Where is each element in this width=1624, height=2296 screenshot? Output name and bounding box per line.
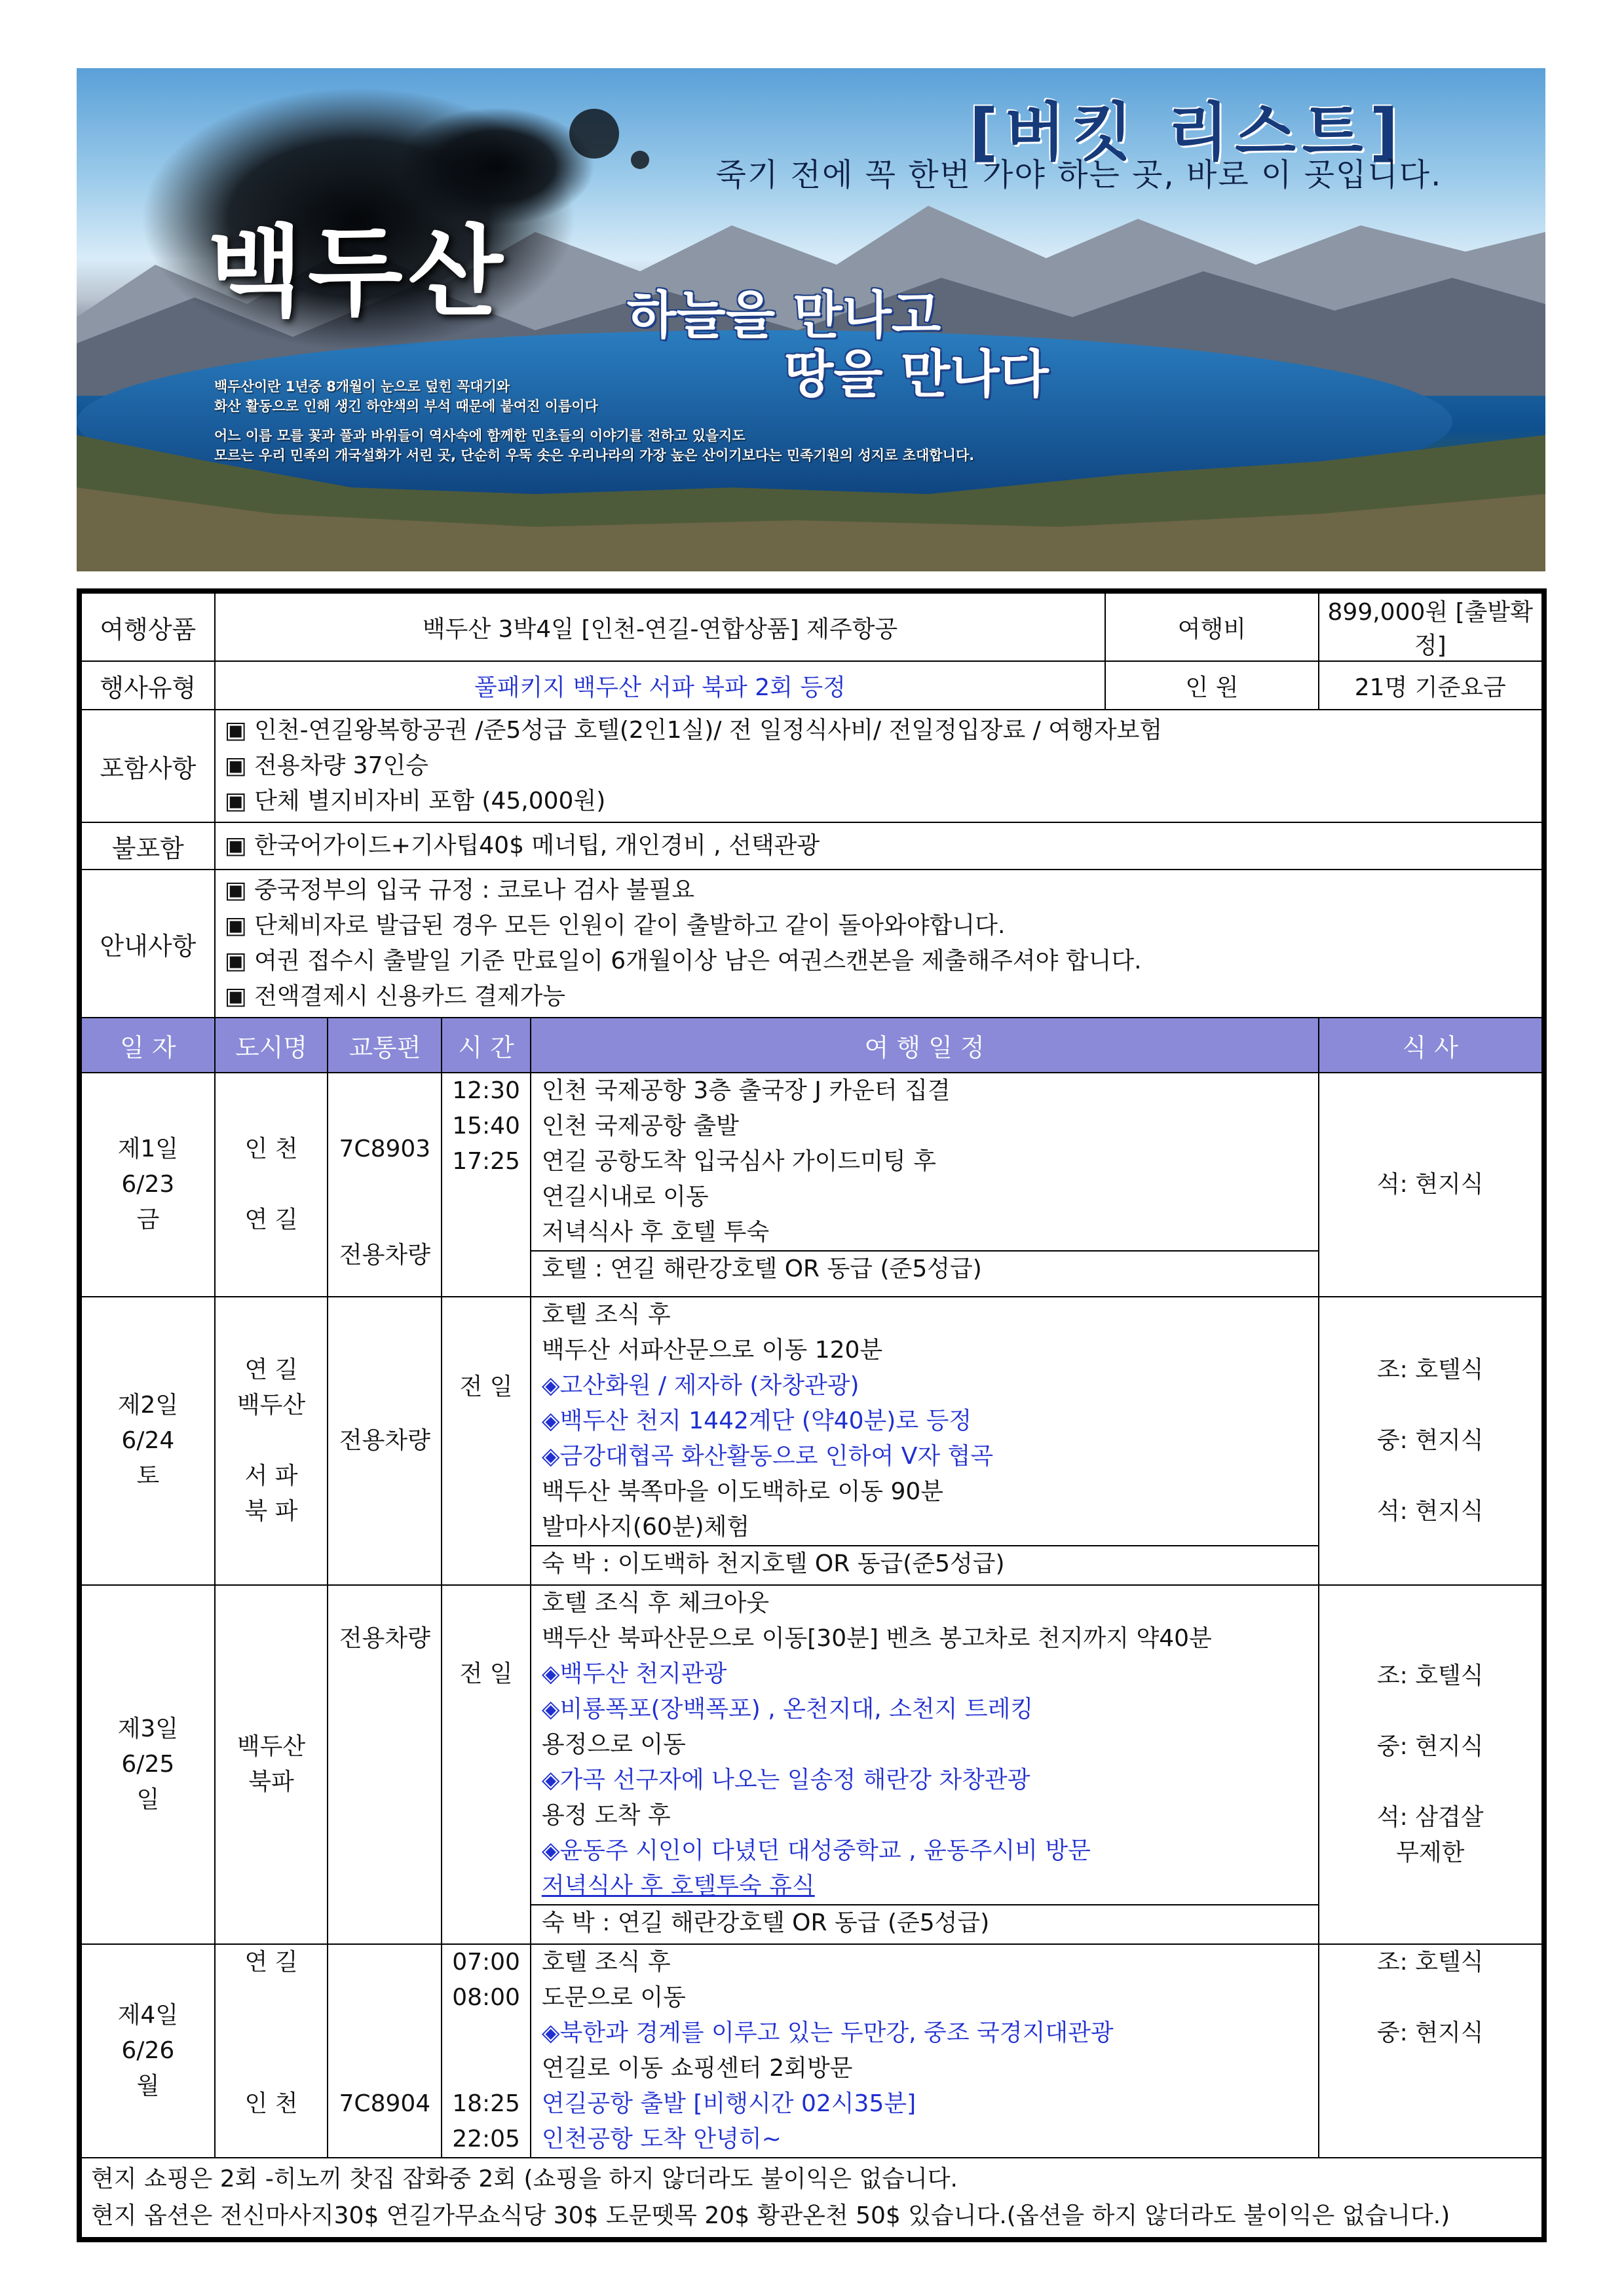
- notice-item: ▣ 여권 접수시 출발일 기준 만료일이 6개월이상 남은 여권스캔본을 제출해주셔야 합니다.: [224, 947, 1142, 974]
- day-row: [79, 1073, 1544, 1297]
- city-name: 인 천: [244, 2090, 298, 2117]
- day-row: [79, 1944, 1544, 2158]
- flight-number: 7C8903: [339, 1136, 431, 1162]
- meal-info: 조: 호텔식: [1376, 1949, 1484, 1976]
- header-itinerary: 여 행 일 정: [531, 1018, 1319, 1073]
- itinerary-item: 용정으로 이동: [541, 1731, 686, 1758]
- day3-meals: [1319, 1585, 1544, 1944]
- day2-transport: [328, 1297, 442, 1585]
- excluded-item: ▣ 한국어가이드+기사팁40$ 메너팁, 개인경비 , 선택관광: [224, 832, 820, 859]
- header-city: 도시명: [215, 1018, 328, 1073]
- tour-type-label: 행사유형: [79, 661, 215, 710]
- day4-cities: [215, 1944, 328, 2158]
- shopping-note: 현지 쇼핑은 2회 -히노끼 찻집 잡화중 2회 (쇼핑을 하지 않더라도 불이익은 없습니다.: [91, 2166, 958, 2192]
- tour-type-value: 풀패키지 백두산 서파 북파 2회 등정: [215, 661, 1106, 710]
- excluded-label: 불포함: [79, 822, 215, 870]
- city-name: 백두산: [236, 1733, 306, 1760]
- tour-itinerary-table: [77, 588, 1547, 2242]
- time-value: 15:40: [452, 1113, 520, 1139]
- notice-list: [215, 870, 1544, 1018]
- included-item: ▣ 단체 별지비자비 포함 (45,000원): [224, 788, 606, 814]
- day-date: 6/26: [121, 2037, 175, 2064]
- price-value: 899,000원 [출발확정]: [1319, 591, 1544, 661]
- meal-info: 석: 삼겹살: [1376, 1804, 1484, 1831]
- header-transport: 교통편: [328, 1018, 442, 1073]
- included-item: ▣ 전용차량 37인승: [224, 752, 429, 779]
- banner: [77, 68, 1545, 571]
- itinerary-item: ◈가곡 선구자에 나오는 일송정 해란강 차창관광: [541, 1767, 1030, 1793]
- product-value: 백두산 3박4일 [인천-연길-연합상품] 제주항공: [215, 591, 1106, 661]
- footer-notes: [79, 2158, 1544, 2240]
- day-weekday: 금: [136, 1206, 160, 1233]
- day-row: [79, 1585, 1544, 1944]
- day2-date: [79, 1297, 215, 1585]
- banner-desc-1: 백두산이란 1년중 8개월이 눈으로 덮힌 꼭대기와: [214, 379, 510, 394]
- itinerary-item: ◈금강대협곡 화산활동으로 인하여 V자 협곡: [541, 1443, 994, 1470]
- schedule-header-row: [79, 1018, 1544, 1073]
- day1-times: [442, 1073, 531, 1297]
- day-weekday: 일: [136, 1786, 160, 1813]
- day4-transport: [328, 1944, 442, 2158]
- notice-item: ▣ 중국정부의 입국 규정 : 코로나 검사 불필요: [224, 877, 695, 904]
- day4-date: [79, 1944, 215, 2158]
- time-value: 전 일: [459, 1373, 513, 1400]
- day1-transport: [328, 1073, 442, 1297]
- time-value: 22:05: [452, 2126, 520, 2152]
- meal-info: 조: 호텔식: [1376, 1662, 1484, 1689]
- meal-info: 조: 호텔식: [1376, 1356, 1484, 1383]
- day-weekday: 토: [136, 1463, 160, 1489]
- hotel-info: 호텔 : 연길 해란강호텔 OR 동급 (준5성급): [531, 1250, 1318, 1287]
- included-item: ▣ 인천-연길왕복항공권 /준5성급 호텔(2인1실)/ 전 일정식사비/ 전일정입장료 / 여행자보험: [224, 717, 1163, 744]
- itinerary-item: 호텔 조식 후: [541, 1949, 671, 1976]
- day1-itinerary: [531, 1073, 1319, 1297]
- banner-subtitle: 죽기 전에 꼭 한번 가야 하는 곳, 바로 이 곳입니다.: [715, 157, 1443, 193]
- hotel-info: 숙 박 : 연길 해란강호텔 OR 동급 (준5성급): [531, 1904, 1318, 1941]
- day-row: [79, 1297, 1544, 1585]
- day-number: 제4일: [117, 2002, 179, 2029]
- itinerary-item: 저녁식사 후 호텔 투숙: [541, 1219, 770, 1246]
- day3-transport: [328, 1585, 442, 1944]
- banner-slogan-line2: 땅을 만나다: [784, 345, 1049, 404]
- city-name: 북파: [248, 1769, 294, 1795]
- itinerary-item: 저녁식사 후 호텔투숙 휴식: [541, 1873, 815, 1900]
- itinerary-item: ◈윤동주 시인이 다녔던 대성중학교 , 윤동주시비 방문: [541, 1837, 1091, 1864]
- day1-meals: [1319, 1073, 1544, 1297]
- product-label: 여행상품: [79, 591, 215, 661]
- itinerary-item: 연길공항 출발 [비행시간 02시35분]: [541, 2090, 916, 2117]
- banner-desc-2: 화산 활동으로 인해 생긴 하얀색의 부석 때문에 붙여진 이름이다: [214, 398, 598, 414]
- day4-itinerary: [531, 1944, 1319, 2158]
- itinerary-item: ◈비룡폭포(장백폭포) , 온천지대, 소천지 트레킹: [541, 1696, 1034, 1723]
- meal-info: 무제한: [1396, 1839, 1465, 1866]
- day3-date: [79, 1585, 215, 1944]
- city-name: 인 천: [244, 1136, 298, 1162]
- meal-info: 석: 현지식: [1376, 1498, 1484, 1525]
- people-value: 21명 기준요금: [1319, 661, 1544, 710]
- itinerary-item: ◈백두산 천지관광: [541, 1660, 727, 1687]
- itinerary-item: 백두산 북파산문으로 이동[30분] 벤츠 봉고차로 천지까지 약40분: [541, 1625, 1212, 1652]
- options-note: 현지 옵션은 전신마사지30$ 연길가무쇼식당 30$ 도문뗏목 20$ 황관온천 50$ 있습니다.(옵션을 하지 않더라도 불이익은 없습니다.): [91, 2202, 1450, 2229]
- itinerary-item: ◈북한과 경계를 이루고 있는 두만강, 중조 국경지대관광: [541, 2019, 1114, 2046]
- time-value: 전 일: [459, 1660, 513, 1687]
- itinerary-item: 도문으로 이동: [541, 1984, 686, 2011]
- included-list: [215, 710, 1544, 822]
- day1-date: [79, 1073, 215, 1297]
- city-name: 연 길: [244, 1206, 298, 1233]
- itinerary-item: 인천 국제공항 3층 출국장 J 카운터 집결: [541, 1077, 951, 1104]
- day4-times: [442, 1944, 531, 2158]
- time-value: 17:25: [452, 1148, 520, 1175]
- time-value: 18:25: [452, 2090, 520, 2117]
- day2-itinerary: [531, 1297, 1319, 1585]
- notice-item: ▣ 전액결제시 신용카드 결제가능: [224, 983, 566, 1010]
- banner-desc-4: 모르는 우리 민족의 개국설화가 서린 곳, 단순히 우뚝 솟은 우리나라의 가장 높은 산이기보다는 민족기원의 성지로 초대합니다.: [214, 448, 975, 463]
- meal-info: 중: 현지식: [1376, 2019, 1484, 2046]
- itinerary-item: 백두산 서파산문으로 이동 120분: [541, 1337, 883, 1364]
- included-label: 포함사항: [79, 710, 215, 822]
- city-name: 백두산: [236, 1392, 306, 1419]
- itinerary-item: 호텔 조식 후 체크아웃: [541, 1590, 770, 1617]
- time-value: 07:00: [452, 1949, 520, 1976]
- city-name: 연 길: [244, 1356, 298, 1383]
- city-name: 연 길: [244, 1949, 298, 1976]
- banner-mountain-name: 백두산: [208, 216, 508, 330]
- day4-meals: [1319, 1944, 1544, 2158]
- day-date: 6/25: [121, 1751, 175, 1778]
- itinerary-item: 발마사지(60분)체험: [541, 1514, 750, 1540]
- day-weekday: 월: [136, 2073, 160, 2099]
- banner-title: [버킷 리스트]: [969, 96, 1405, 169]
- itinerary-item: 연길시내로 이동: [541, 1183, 709, 1210]
- city-name: 북 파: [244, 1498, 298, 1525]
- itinerary-item: 인천 국제공항 출발: [541, 1113, 739, 1139]
- day-number: 제1일: [117, 1136, 179, 1162]
- itinerary-item: 용정 도착 후: [541, 1802, 671, 1829]
- banner-desc-3: 어느 이름 모를 꽃과 풀과 바위들이 역사속에 함께한 민초들의 이야기를 전하고 있을지도: [214, 428, 746, 444]
- day2-meals: [1319, 1297, 1544, 1585]
- day1-cities: [215, 1073, 328, 1297]
- day2-times: [442, 1297, 531, 1585]
- day3-cities: [215, 1585, 328, 1944]
- vehicle-label: 전용차량: [339, 1625, 430, 1652]
- city-name: 서 파: [244, 1463, 298, 1489]
- price-label: 여행비: [1105, 591, 1318, 661]
- people-label: 인 원: [1105, 661, 1318, 710]
- itinerary-item: ◈고산화원 / 제자하 (차창관광): [541, 1372, 859, 1399]
- time-value: 08:00: [452, 1984, 520, 2011]
- itinerary-item: 백두산 북쪽마을 이도백하로 이동 90분: [541, 1478, 944, 1505]
- day-number: 제3일: [117, 1715, 179, 1742]
- hotel-info: 숙 박 : 이도백하 천지호텔 OR 동급(준5성급): [531, 1545, 1318, 1582]
- notice-item: ▣ 단체비자로 발급된 경우 모든 인원이 같이 출발하고 같이 돌아와야합니다.: [224, 912, 1006, 939]
- itinerary-item: 연길 공항도착 입국심사 가이드미팅 후: [541, 1148, 937, 1175]
- itinerary-item: 인천공항 도착 안녕히~: [541, 2126, 782, 2152]
- vehicle-label: 전용차량: [339, 1242, 430, 1269]
- vehicle-label: 전용차량: [339, 1427, 430, 1454]
- itinerary-item: 호텔 조식 후: [541, 1301, 671, 1328]
- day3-times: [442, 1585, 531, 1944]
- header-meal: 식 사: [1319, 1018, 1544, 1073]
- meal-info: 석: 현지식: [1376, 1171, 1484, 1198]
- excluded-list: [215, 822, 1544, 870]
- header-day: 일 자: [79, 1018, 215, 1073]
- time-value: 12:30: [452, 1077, 520, 1104]
- header-time: 시 간: [442, 1018, 531, 1073]
- day-date: 6/24: [121, 1427, 175, 1454]
- meal-info: 중: 현지식: [1376, 1733, 1484, 1760]
- day3-itinerary: [531, 1585, 1319, 1944]
- day2-cities: [215, 1297, 328, 1585]
- banner-slogan-line1: 하늘을 만나고: [627, 286, 941, 345]
- itinerary-item: 연길로 이동 쇼핑센터 2회방문: [541, 2055, 853, 2082]
- notice-label: 안내사항: [79, 870, 215, 1018]
- day-number: 제2일: [117, 1392, 179, 1419]
- flight-number: 7C8904: [339, 2090, 431, 2117]
- meal-info: 중: 현지식: [1376, 1427, 1484, 1454]
- itinerary-item: ◈백두산 천지 1442계단 (약40분)로 등정: [541, 1407, 972, 1434]
- day-date: 6/23: [121, 1171, 175, 1198]
